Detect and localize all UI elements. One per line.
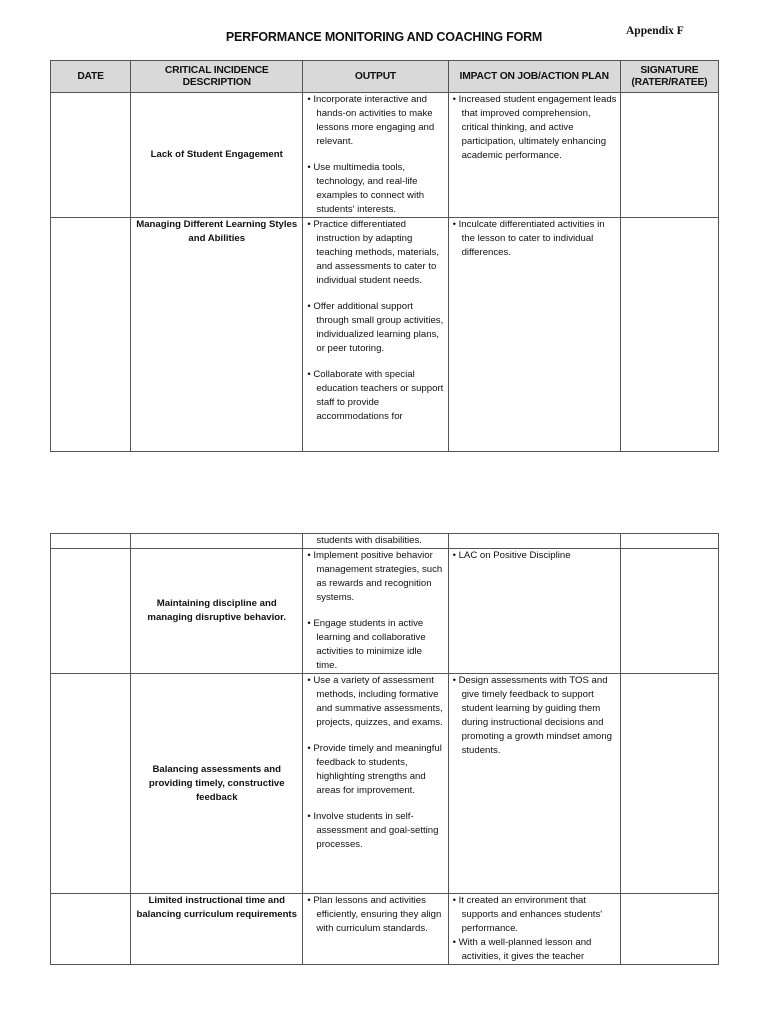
impact-item: • Increased student engagement leads that improved comprehension, critical thinking, and active participation, ultimately enhancing academic performance.	[452, 94, 617, 161]
table-header-row	[51, 61, 719, 93]
output-cell	[303, 674, 448, 894]
signature-cell	[620, 549, 718, 674]
impact-item: • LAC on Positive Discipline	[452, 550, 571, 561]
signature-cell	[620, 894, 718, 965]
output-item: • Plan lessons and activities efficiently, ensuring they align with curriculum standards.	[307, 895, 442, 934]
continuation-row	[51, 534, 719, 549]
output-item: • Engage students in active learning and collaborative activities to minimize idle time.	[307, 618, 426, 671]
impact-cell	[448, 218, 620, 452]
table-row	[51, 93, 719, 218]
col-header-signature: SIGNATURE (RATER/RATEE)	[620, 61, 718, 93]
appendix-label: Appendix F	[626, 25, 684, 37]
impact-item: • Design assessments with TOS and give timely feedback to support student learning by guiding them during instructional decisions and promoting a growth mindset among students.	[452, 675, 612, 756]
impact-item: • With a well-planned lesson and activities, it gives the teacher	[452, 937, 592, 962]
output-item: • Practice differentiated instruction by adapting teaching methods, materials, and assessments to cater to individual student needs.	[307, 219, 440, 286]
output-item: • Involve students in self-assessment and goal-setting processes.	[307, 811, 439, 850]
output-item: • Offer additional support through small group activities, individualized learning plans, or peer tutoring.	[307, 301, 444, 354]
description-cell: Maintaining discipline and managing disruptive behavior.	[131, 549, 303, 674]
description-cell	[131, 534, 303, 549]
output-item: • Collaborate with special education teachers or support staff to provide accommodations for	[307, 369, 444, 422]
output-cell	[303, 894, 448, 965]
impact-cell	[448, 549, 620, 674]
signature-cell	[620, 93, 718, 218]
output-item: • Provide timely and meaningful feedback to students, highlighting strengths and areas for improvement.	[307, 743, 442, 796]
form-title: PERFORMANCE MONITORING AND COACHING FORM	[225, 30, 543, 44]
output-item: • Incorporate interactive and hands-on activities to make lessons more engaging and relevant.	[307, 94, 435, 147]
date-cell	[51, 549, 131, 674]
coaching-table-page-2	[50, 533, 719, 965]
table-row	[51, 549, 719, 674]
output-cell	[303, 218, 448, 452]
date-cell	[51, 218, 131, 452]
output-item: • Use multimedia tools, technology, and real-life examples to connect with students' interests.	[307, 162, 425, 215]
impact-cell	[448, 674, 620, 894]
description-cell: Managing Different Learning Styles and Abilities	[131, 218, 303, 452]
output-item: • Use a variety of assessment methods, including formative and summative assessments, projects, quizzes, and exams.	[307, 675, 443, 728]
col-header-output: OUTPUT	[303, 61, 448, 93]
output-cell	[303, 549, 448, 674]
continuation-text: students with disabilities.	[303, 534, 448, 549]
date-cell	[51, 894, 131, 965]
date-cell	[51, 674, 131, 894]
description-cell: Limited instructional time and balancing curriculum requirements	[131, 894, 303, 965]
date-cell	[51, 93, 131, 218]
signature-cell	[620, 534, 718, 549]
impact-item: • It created an environment that supports and enhances students' performance.	[452, 895, 603, 934]
table-row	[51, 894, 719, 965]
signature-cell	[620, 218, 718, 452]
col-header-description: CRITICAL INCIDENCE DESCRIPTION	[131, 61, 303, 93]
date-cell	[51, 534, 131, 549]
impact-cell	[448, 93, 620, 218]
impact-item: • Inculcate differentiated activities in the lesson to cater to individual differences.	[452, 219, 605, 258]
table-row	[51, 674, 719, 894]
output-item: • Implement positive behavior management strategies, such as rewards and recognition systems.	[307, 550, 443, 603]
description-cell: Lack of Student Engagement	[131, 93, 303, 218]
impact-cell	[448, 534, 620, 549]
output-cell	[303, 93, 448, 218]
description-cell: Balancing assessments and providing timely, constructive feedback	[131, 674, 303, 894]
col-header-impact: IMPACT ON JOB/ACTION PLAN	[448, 61, 620, 93]
impact-cell	[448, 894, 620, 965]
table-row	[51, 218, 719, 452]
coaching-table-page-1	[50, 60, 719, 452]
col-header-date: DATE	[51, 61, 131, 93]
signature-cell	[620, 674, 718, 894]
